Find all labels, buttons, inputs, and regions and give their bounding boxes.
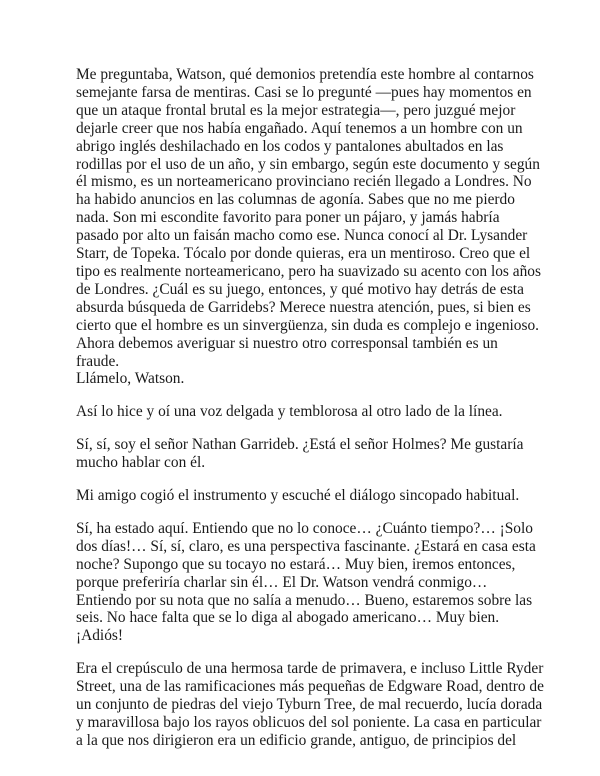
paragraph-twilight: Era el crepúsculo de una hermosa tarde de primavera, e incluso Little Ryder Street, una de las ramificaciones más pequeñas de Edgware Road, dentro de un conjunto de piedras del viejo Tyburn Tree, de mal recuerdo, lucía dorada y maravillosa bajo los rayos oblicuos del sol poniente. La casa en particular a la que nos dirigieron era un edificio grande, antiguo, de principios del [76,660,544,749]
paragraph-dialogue: Sí, ha estado aquí. Entiendo que no lo conoce… ¿Cuánto tiempo?… ¡Solo dos días!… Sí, sí, claro, es una perspectiva fascinante. ¿Estará en casa esta noche? Supongo que su tocayo no estará… Muy bien, iremos entonces, porque preferiría charlar sin él… El Dr. Watson vendrá conmigo… Entiendo por su nota que no salía a menudo… Bueno, estaremos sobre las seis. No hace falta que se lo diga al abogado americano… Muy bien. ¡Adiós! [76,519,536,645]
paragraph-holmes-monologue: Me preguntaba, Watson, qué demonios pretendía este hombre al contarnos semejante farsa de mentiras. Casi se lo pregunté —pues hay momentos en que un ataque frontal brutal es la mejor estrategia—, pero juzgué mejor dejarle creer que nos había engañado. Aquí tenemos a un hombre con un abrigo inglés deshilachado en los codos y pantalones abultados en las rodillas por el uso de un año, y sin embargo, según este documento y según él mismo, es un norteamericano provinciano recién llegado a Londres. No ha habido anuncios en las columnas de agonía. Sabes que no me pierdo nada. Son mi escondite favorito para poner un pájaro, y jamás habría pasado por alto un faisán macho como ese. Nunca conocí al Dr. Lysander Starr, de Topeka. Tócalo por donde quieras, era un mentiroso. Creo que el tipo es realmente norteamericano, pero ha suavizado su acento con los años de Londres. ¿Cuál es su juego, entonces, y qué motivo hay detrás de esta absurda búsqueda de Garridebs? Merece nuestra atención, pues, si bien es cierto que el hombre es un sinvergüenza, sin duda es complejo e ingenioso. Ahora debemos averiguar si nuestro otro corresponsal también es un fraude. Llámelo, Watson. [76,66,541,388]
paragraph-garrideb-voice: Sí, sí, soy el señor Nathan Garrideb. ¿Está el señor Holmes? Me gustaría mucho hablar con él. [76,436,524,472]
paragraph-phone-call: Así lo hice y oí una voz delgada y temblorosa al otro lado de la línea. [76,403,503,421]
paragraph-instrument: Mi amigo cogió el instrumento y escuché el diálogo sincopado habitual. [76,487,520,505]
